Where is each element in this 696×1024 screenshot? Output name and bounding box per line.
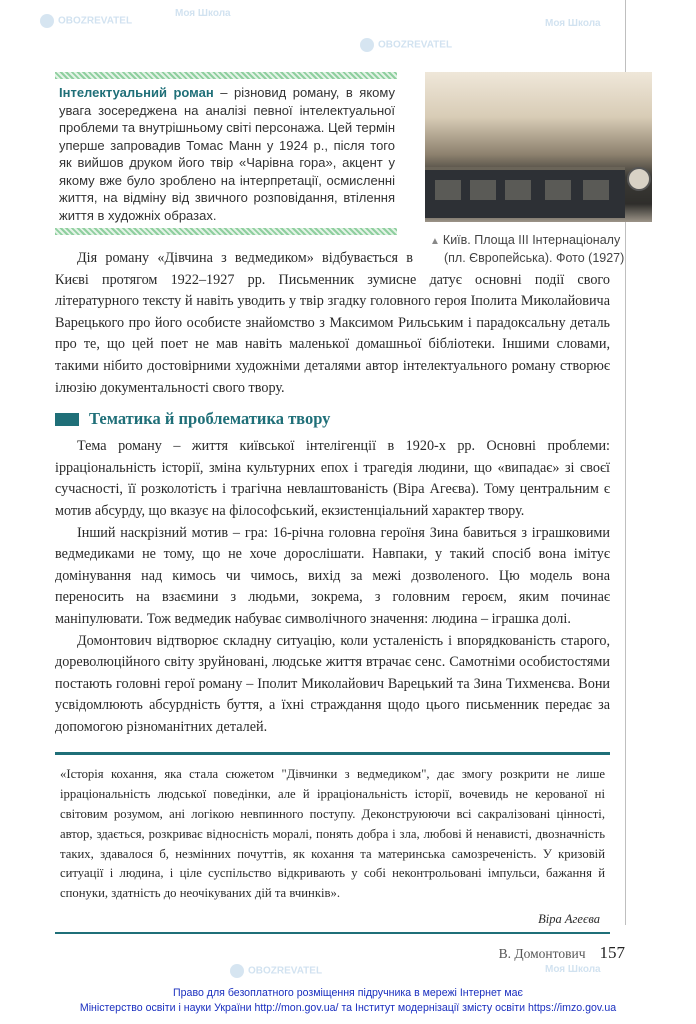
intro-paragraph: [55, 248, 610, 399]
copyright-line: Право для безоплатного розміщення підручника в мережі Інтернет має: [173, 987, 523, 999]
watermark: [230, 964, 322, 978]
definition-text: [55, 79, 397, 228]
watermark-text: OBOZREVATEL: [378, 39, 453, 51]
quote-author: Віра Агеєва: [538, 912, 600, 927]
watermark-text: Моя Школа: [545, 18, 601, 29]
tram-window: [505, 180, 531, 200]
watermark: [545, 964, 601, 975]
paragraph: Інший наскрізний мотив – гра: 16-річна головна героїня Зина бавиться з іграшковими ведмедиками не тому, що не хоче дорослішати. Навпаки, у такий спосіб вона імітує домінування над кимось чи чимось, вихід за межі дозволеного. Цю модель вона переносить на взаємини з людьми, зокрема, з головним героєм, яким починає маніпулювати. Тож ведмедик набуває символічного значення: людина – іграшка долі.: [55, 524, 610, 627]
caption-line: (пл. Європейська). Фото (1927): [444, 251, 625, 265]
watermark: [360, 38, 452, 52]
section-body: [55, 436, 610, 738]
quote-text: «Історія кохання, яка стала сюжетом "Дівчинки з ведмедиком", дає змогу розкрити не лише ірраціональність людської поведінки, але й ірраціональність історії, вочевидь не керованої ні світовим розумом, ані логікою невпинного поступу. Деконструюючи всі сакралізовані цінності, автор, здається, розкриває відносність моралі, понять добра і зла, любові й ненависті, двозначність таких, здавалося б, незмінних почуттів, як кохання та материнська самозреченість. У кризовій ситуації і людина, і ціле суспільство відкривають у собі неконтрольовані імпульси, бажання й спонуки, здатність до неочікуваних дій та вчинків».: [60, 767, 605, 901]
kyiv-tram-photo: [425, 72, 652, 222]
watermark-text: OBOZREVATEL: [248, 965, 323, 977]
content-column: [55, 72, 625, 965]
heading-text: Тематика й проблематика твору: [89, 409, 331, 429]
photo-caption: [430, 232, 624, 267]
watermark: [545, 18, 601, 29]
copyright-notice: [0, 986, 696, 1016]
tram-window: [583, 180, 609, 200]
watermark: [175, 8, 231, 19]
tram-window: [545, 180, 571, 200]
definition-term: Інтелектуальний роман: [59, 85, 214, 100]
paragraph: Домонтович відтворює складну ситуацію, коли усталеність і впорядкованість старого, дореволюційного світу зруйновані, людське життя втрачає сенс. Самотніми особистостями постають головні герої роману – Іполит Миколайович Варецький та Зина Тихменєва. Вони усвідомлюють абсурдність буття, а їхні страждання щодо цього письменник передає за допомогою різноманітних деталей.: [55, 632, 610, 735]
street-clock: [627, 167, 651, 191]
obozrevatel-logo-icon: [230, 964, 244, 978]
watermark-text: Моя Школа: [545, 964, 601, 975]
watermark-text: OBOZREVATEL: [58, 15, 133, 27]
quote-rule-bottom: [55, 932, 610, 934]
paragraph: Тема роману – життя київської інтелігенції в 1920-х рр. Основні проблеми: ірраціональність історії, зміна культурних епох і трагедія людини, що «випадає» зі своєї сучасності, її розколотість і трагічна невлаштованість (Віра Агеєва). Тому центральним є мотив абсурду, що вказує на філософський, екзистенціальний характер твору.: [55, 438, 610, 519]
copyright-line: Міністерство освіти і науки України http://mon.gov.ua/ та Інститут модернізації змісту освіти https://imzo.gov.ua: [79, 1002, 617, 1014]
running-title: В. Домонтович: [498, 946, 586, 962]
definition-body: – різновид роману, в якому увага зосереджена на аналізі певної інтелектуальної проблеми та внутрішньому світі персонажа. Цей термін уперше запровадив Томас Манн у 1924 р., після того як вийшов друком його твір «Чарівна гора», акцент у якому вже було зроблено на інтерпретації, осмисленні життя, на відміну від звичного розповідання, втілення життя в художніх образах.: [59, 85, 395, 223]
obozrevatel-logo-icon: [360, 38, 374, 52]
watermark-text: Моя Школа: [175, 8, 231, 19]
paragraph: Дія роману «Дівчина з ведмедиком» відбувається в Києві протягом 1922–1927 рр. Письменник зумисне датує основні події свого літературного тексту й навіть уводить у твір згадку головного героя Іполита Миколайовича Варецького про його особисте знайомство з Максимом Рильським і парадоксальну деталь про те, що цей поет не мав навіть маленької домашньої бібліотеки. Іншими словами, такими нібито достовірними художніми деталями автор інтелектуального роману створює ілюзію документальності свого твору.: [55, 250, 610, 396]
page-footer: [55, 942, 625, 965]
tram-window: [435, 180, 461, 200]
quote-rule-top: [55, 752, 610, 755]
definition-box: [55, 72, 397, 235]
obozrevatel-logo-icon: [40, 14, 54, 28]
page-number: 157: [599, 943, 625, 963]
triangle-up-icon: ▲: [430, 236, 440, 247]
hatch-border-top: [55, 72, 397, 79]
section-heading: [55, 407, 610, 431]
caption-line: Київ. Площа ІІІ Інтернаціоналу: [442, 233, 621, 247]
photo-block: [425, 72, 640, 268]
heading-square-icon: [55, 413, 79, 426]
tram-window: [470, 180, 496, 200]
hatch-border-bottom: [55, 228, 397, 235]
watermark: [40, 14, 132, 28]
